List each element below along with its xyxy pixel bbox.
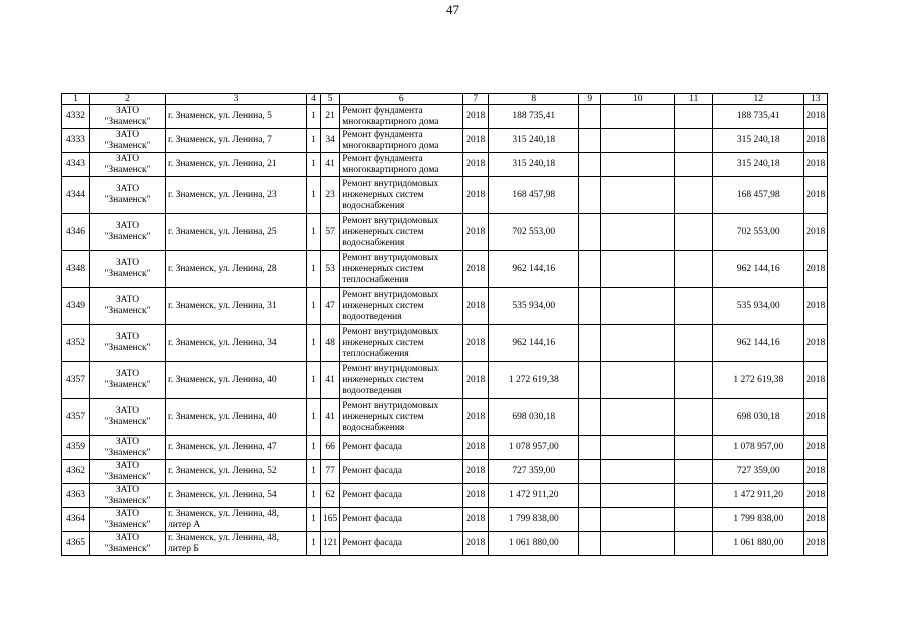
amount-total: 702 553,00: [489, 214, 579, 251]
header-cell: 4: [307, 94, 321, 105]
header-cell: 9: [579, 94, 601, 105]
row-id: 4352: [62, 325, 90, 362]
year-col13: 2018: [804, 436, 828, 460]
header-cell: 11: [675, 94, 713, 105]
address: г. Знаменск, ул. Ленина, 48, литер Б: [166, 532, 307, 556]
year-col13: 2018: [804, 129, 828, 153]
row-id: 4343: [62, 153, 90, 177]
row-id: 4357: [62, 362, 90, 399]
year: 2018: [463, 177, 489, 214]
address: г. Знаменск, ул. Ленина, 54: [166, 484, 307, 508]
table-row: [62, 436, 828, 460]
address: г. Знаменск, ул. Ленина, 40: [166, 362, 307, 399]
header-cell: 13: [804, 94, 828, 105]
address: г. Знаменск, ул. Ленина, 47: [166, 436, 307, 460]
year: 2018: [463, 532, 489, 556]
year-col13: 2018: [804, 105, 828, 129]
address: г. Знаменск, ул. Ленина, 52: [166, 460, 307, 484]
col-5: 48: [321, 325, 340, 362]
col-11: [675, 288, 713, 325]
col-4: 1: [307, 214, 321, 251]
col-5: 34: [321, 129, 340, 153]
col-9: [579, 436, 601, 460]
year-col13: 2018: [804, 399, 828, 436]
col-11: [675, 251, 713, 288]
amount-col12: 535 934,00: [713, 288, 804, 325]
municipality: ЗАТО "Знаменск": [90, 105, 166, 129]
year: 2018: [463, 251, 489, 288]
amount-col12: 698 030,18: [713, 399, 804, 436]
col-4: 1: [307, 532, 321, 556]
header-cell: 6: [340, 94, 463, 105]
col-10: [601, 288, 675, 325]
amount-col12: 315 240,18: [713, 129, 804, 153]
year: 2018: [463, 436, 489, 460]
col-9: [579, 153, 601, 177]
address: г. Знаменск, ул. Ленина, 5: [166, 105, 307, 129]
col-5: 21: [321, 105, 340, 129]
col-10: [601, 105, 675, 129]
col-10: [601, 399, 675, 436]
amount-col12: 702 553,00: [713, 214, 804, 251]
col-4: 1: [307, 436, 321, 460]
col-11: [675, 508, 713, 532]
year: 2018: [463, 288, 489, 325]
col-9: [579, 177, 601, 214]
col-4: 1: [307, 362, 321, 399]
year-col13: 2018: [804, 325, 828, 362]
row-id: 4344: [62, 177, 90, 214]
address: г. Знаменск, ул. Ленина, 31: [166, 288, 307, 325]
col-11: [675, 214, 713, 251]
col-10: [601, 436, 675, 460]
amount-col12: 1 799 838,00: [713, 508, 804, 532]
municipality: ЗАТО "Знаменск": [90, 484, 166, 508]
row-id: 4365: [62, 532, 90, 556]
col-11: [675, 153, 713, 177]
work-type: Ремонт внутридомовых инженерных систем водоснабжения: [340, 177, 463, 214]
municipality: ЗАТО "Знаменск": [90, 153, 166, 177]
amount-total: 188 735,41: [489, 105, 579, 129]
col-10: [601, 362, 675, 399]
col-9: [579, 532, 601, 556]
municipality: ЗАТО "Знаменск": [90, 177, 166, 214]
row-id: 4333: [62, 129, 90, 153]
municipality: ЗАТО "Знаменск": [90, 251, 166, 288]
col-4: 1: [307, 484, 321, 508]
table-row: [62, 399, 828, 436]
col-4: 1: [307, 399, 321, 436]
col-5: 165: [321, 508, 340, 532]
year: 2018: [463, 362, 489, 399]
header-cell: 10: [601, 94, 675, 105]
col-10: [601, 460, 675, 484]
col-9: [579, 399, 601, 436]
work-type: Ремонт внутридомовых инженерных систем теплоснабжения: [340, 251, 463, 288]
amount-total: 535 934,00: [489, 288, 579, 325]
col-5: 121: [321, 532, 340, 556]
col-11: [675, 105, 713, 129]
year: 2018: [463, 153, 489, 177]
amount-col12: 1 472 911,20: [713, 484, 804, 508]
amount-total: 315 240,18: [489, 153, 579, 177]
col-9: [579, 105, 601, 129]
header-cell: 2: [90, 94, 166, 105]
year-col13: 2018: [804, 177, 828, 214]
col-11: [675, 129, 713, 153]
year-col13: 2018: [804, 532, 828, 556]
col-10: [601, 251, 675, 288]
table-row: [62, 129, 828, 153]
header-cell: 3: [166, 94, 307, 105]
table-row: [62, 251, 828, 288]
col-9: [579, 325, 601, 362]
amount-total: 1 272 619,38: [489, 362, 579, 399]
work-type: Ремонт фундамента многоквартирного дома: [340, 105, 463, 129]
work-type: Ремонт внутридомовых инженерных систем водоснабжения: [340, 214, 463, 251]
col-10: [601, 484, 675, 508]
table-row: [62, 484, 828, 508]
col-10: [601, 129, 675, 153]
work-type: Ремонт внутридомовых инженерных систем теплоснабжения: [340, 325, 463, 362]
row-id: 4332: [62, 105, 90, 129]
work-type: Ремонт фундамента многоквартирного дома: [340, 129, 463, 153]
col-5: 66: [321, 436, 340, 460]
table-row: [62, 362, 828, 399]
municipality: ЗАТО "Знаменск": [90, 129, 166, 153]
row-id: 4363: [62, 484, 90, 508]
col-4: 1: [307, 325, 321, 362]
row-id: 4359: [62, 436, 90, 460]
year: 2018: [463, 484, 489, 508]
col-11: [675, 177, 713, 214]
col-10: [601, 532, 675, 556]
table-row: [62, 460, 828, 484]
col-9: [579, 214, 601, 251]
year-col13: 2018: [804, 214, 828, 251]
table-row: [62, 153, 828, 177]
work-type: Ремонт фасада: [340, 508, 463, 532]
amount-total: 1 799 838,00: [489, 508, 579, 532]
col-9: [579, 288, 601, 325]
address: г. Знаменск, ул. Ленина, 48, литер А: [166, 508, 307, 532]
year-col13: 2018: [804, 484, 828, 508]
col-11: [675, 436, 713, 460]
year-col13: 2018: [804, 251, 828, 288]
col-9: [579, 484, 601, 508]
col-11: [675, 399, 713, 436]
year: 2018: [463, 129, 489, 153]
amount-col12: 315 240,18: [713, 153, 804, 177]
municipality: ЗАТО "Знаменск": [90, 508, 166, 532]
row-id: 4357: [62, 399, 90, 436]
year-col13: 2018: [804, 153, 828, 177]
col-11: [675, 532, 713, 556]
municipality: ЗАТО "Знаменск": [90, 399, 166, 436]
col-9: [579, 460, 601, 484]
amount-total: 315 240,18: [489, 129, 579, 153]
col-4: 1: [307, 129, 321, 153]
year: 2018: [463, 508, 489, 532]
work-type: Ремонт внутридомовых инженерных систем водоснабжения: [340, 399, 463, 436]
work-type: Ремонт внутридомовых инженерных систем водоотведения: [340, 362, 463, 399]
year: 2018: [463, 460, 489, 484]
col-4: 1: [307, 251, 321, 288]
col-5: 57: [321, 214, 340, 251]
year: 2018: [463, 214, 489, 251]
col-4: 1: [307, 153, 321, 177]
col-4: 1: [307, 508, 321, 532]
col-4: 1: [307, 288, 321, 325]
col-5: 41: [321, 399, 340, 436]
amount-col12: 1 078 957,00: [713, 436, 804, 460]
col-10: [601, 325, 675, 362]
address: г. Знаменск, ул. Ленина, 21: [166, 153, 307, 177]
address: г. Знаменск, ул. Ленина, 25: [166, 214, 307, 251]
table-row: [62, 105, 828, 129]
col-4: 1: [307, 177, 321, 214]
table-row: [62, 532, 828, 556]
col-10: [601, 508, 675, 532]
col-11: [675, 325, 713, 362]
amount-total: 168 457,98: [489, 177, 579, 214]
col-10: [601, 177, 675, 214]
municipality: ЗАТО "Знаменск": [90, 436, 166, 460]
work-type: Ремонт фундамента многоквартирного дома: [340, 153, 463, 177]
amount-total: 698 030,18: [489, 399, 579, 436]
row-id: 4348: [62, 251, 90, 288]
year: 2018: [463, 325, 489, 362]
address: г. Знаменск, ул. Ленина, 7: [166, 129, 307, 153]
col-5: 77: [321, 460, 340, 484]
header-cell: 7: [463, 94, 489, 105]
col-5: 23: [321, 177, 340, 214]
amount-col12: 188 735,41: [713, 105, 804, 129]
work-type: Ремонт фасада: [340, 460, 463, 484]
amount-total: 962 144,16: [489, 251, 579, 288]
table-row: [62, 288, 828, 325]
col-11: [675, 460, 713, 484]
municipality: ЗАТО "Знаменск": [90, 214, 166, 251]
amount-total: 962 144,16: [489, 325, 579, 362]
header-row: [62, 94, 828, 105]
header-cell: 1: [62, 94, 90, 105]
table-row: [62, 325, 828, 362]
col-5: 41: [321, 362, 340, 399]
year-col13: 2018: [804, 288, 828, 325]
col-5: 41: [321, 153, 340, 177]
col-4: 1: [307, 460, 321, 484]
col-5: 53: [321, 251, 340, 288]
col-5: 62: [321, 484, 340, 508]
register-table: [61, 93, 828, 556]
amount-col12: 1 061 880,00: [713, 532, 804, 556]
row-id: 4364: [62, 508, 90, 532]
row-id: 4346: [62, 214, 90, 251]
col-11: [675, 484, 713, 508]
municipality: ЗАТО "Знаменск": [90, 532, 166, 556]
table-row: [62, 508, 828, 532]
col-10: [601, 214, 675, 251]
table-row: [62, 177, 828, 214]
row-id: 4349: [62, 288, 90, 325]
amount-col12: 168 457,98: [713, 177, 804, 214]
table-row: [62, 214, 828, 251]
row-id: 4362: [62, 460, 90, 484]
amount-total: 1 472 911,20: [489, 484, 579, 508]
year-col13: 2018: [804, 460, 828, 484]
address: г. Знаменск, ул. Ленина, 28: [166, 251, 307, 288]
amount-col12: 727 359,00: [713, 460, 804, 484]
year: 2018: [463, 399, 489, 436]
municipality: ЗАТО "Знаменск": [90, 362, 166, 399]
year: 2018: [463, 105, 489, 129]
address: г. Знаменск, ул. Ленина, 23: [166, 177, 307, 214]
col-10: [601, 153, 675, 177]
header-cell: 8: [489, 94, 579, 105]
amount-col12: 1 272 619,38: [713, 362, 804, 399]
col-5: 47: [321, 288, 340, 325]
amount-total: 727 359,00: [489, 460, 579, 484]
col-11: [675, 362, 713, 399]
col-9: [579, 508, 601, 532]
municipality: ЗАТО "Знаменск": [90, 460, 166, 484]
page-number: 47: [446, 2, 459, 17]
municipality: ЗАТО "Знаменск": [90, 325, 166, 362]
col-9: [579, 251, 601, 288]
year-col13: 2018: [804, 362, 828, 399]
col-4: 1: [307, 105, 321, 129]
amount-col12: 962 144,16: [713, 325, 804, 362]
amount-total: 1 061 880,00: [489, 532, 579, 556]
col-9: [579, 129, 601, 153]
work-type: Ремонт фасада: [340, 436, 463, 460]
address: г. Знаменск, ул. Ленина, 34: [166, 325, 307, 362]
address: г. Знаменск, ул. Ленина, 40: [166, 399, 307, 436]
amount-total: 1 078 957,00: [489, 436, 579, 460]
work-type: Ремонт фасада: [340, 484, 463, 508]
header-cell: 12: [713, 94, 804, 105]
amount-col12: 962 144,16: [713, 251, 804, 288]
work-type: Ремонт внутридомовых инженерных систем водоотведения: [340, 288, 463, 325]
municipality: ЗАТО "Знаменск": [90, 288, 166, 325]
work-type: Ремонт фасада: [340, 532, 463, 556]
year-col13: 2018: [804, 508, 828, 532]
header-cell: 5: [321, 94, 340, 105]
col-9: [579, 362, 601, 399]
